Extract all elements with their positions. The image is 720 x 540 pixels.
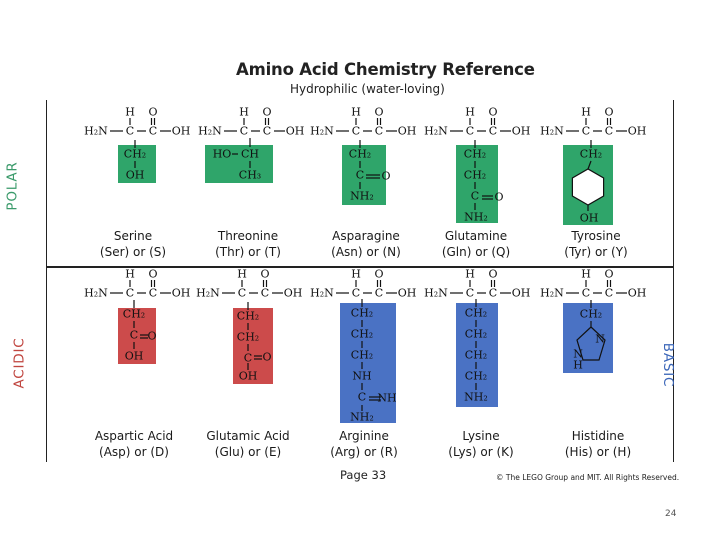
- side-chain-atom: NH: [352, 369, 372, 383]
- hydroxyl-label: OH: [171, 124, 191, 138]
- hydrogen-label: H: [581, 105, 591, 119]
- oxygen-label: O: [148, 267, 158, 281]
- oxygen-label: O: [374, 267, 384, 281]
- carbonyl-carbon-label: C: [604, 124, 614, 138]
- carbonyl-carbon-label: C: [488, 124, 498, 138]
- side-chain-atom: CH₂: [463, 147, 487, 161]
- side-chain-box-arginine: [340, 303, 396, 423]
- aa-label-aspartic-acid: [69, 428, 199, 460]
- carbonyl-carbon-label: C: [260, 286, 270, 300]
- alpha-carbon-label: C: [125, 286, 135, 300]
- aa-label-serine: [68, 228, 198, 260]
- oxygen-label: O: [148, 105, 158, 119]
- hydrogen-label: H: [239, 105, 249, 119]
- hydrogen-label: H: [237, 267, 247, 281]
- side-chain-atom: CH₂: [123, 147, 147, 161]
- amine-group-label: H₂N: [196, 286, 220, 300]
- hydrogen-label: H: [125, 267, 135, 281]
- carbonyl-carbon-label: C: [488, 286, 498, 300]
- aa-label-glutamine: [411, 228, 541, 260]
- side-chain-atom: O: [147, 329, 157, 343]
- side-chain-atom: O: [494, 190, 504, 204]
- side-chain-atom: CH₂: [464, 327, 488, 341]
- hydrogen-label: H: [465, 105, 475, 119]
- hydroxyl-label: OH: [627, 286, 647, 300]
- aa-name: Lysine: [462, 429, 500, 443]
- acidic-label: ACIDIC: [11, 337, 28, 389]
- side-chain-atom: CH₂: [122, 307, 146, 321]
- aa-name: Threonine: [217, 229, 279, 243]
- hydroxyl-label: OH: [285, 124, 305, 138]
- aa-name: Glutamine: [444, 229, 508, 243]
- side-chain-atom: CH₂: [464, 348, 488, 362]
- side-chain-atom: CH₂: [463, 168, 487, 182]
- side-chain-atom: CH₂: [350, 306, 374, 320]
- oxygen-label: O: [488, 105, 498, 119]
- aa-label-lysine: [416, 428, 546, 460]
- side-chain-atom: CH₂: [350, 327, 374, 341]
- side-chain-atom: O: [262, 350, 272, 364]
- oxygen-label: O: [604, 105, 614, 119]
- side-chain-atom: OH: [125, 168, 145, 182]
- hydroxyl-label: OH: [511, 124, 531, 138]
- side-chain-atom: NH₂: [464, 390, 488, 404]
- amine-group-label: H₂N: [198, 124, 222, 138]
- copyright-notice: © The LEGO Group and MIT. All Rights Reserved.: [496, 473, 680, 482]
- aa-name: Tyrosine: [571, 229, 621, 243]
- side-chain-atom: CH₂: [464, 306, 488, 320]
- side-chain-atom: NH: [377, 391, 397, 405]
- hydrogen-label: H: [581, 267, 591, 281]
- aa-abbr: (Thr) or (T): [215, 245, 281, 259]
- aa-label-glutamic-acid: [183, 428, 313, 460]
- aa-abbr: (Glu) or (E): [214, 445, 282, 459]
- aa-name: Arginine: [339, 429, 389, 443]
- aa-abbr: (Asp) or (D): [99, 445, 169, 459]
- carbonyl-carbon-label: C: [148, 124, 158, 138]
- aa-name: Histidine: [571, 429, 625, 443]
- oxygen-label: O: [262, 105, 272, 119]
- alpha-carbon-label: C: [465, 286, 475, 300]
- side-chain-atom: CH₂: [236, 309, 260, 323]
- alpha-carbon-label: C: [465, 124, 475, 138]
- amine-group-label: H₂N: [540, 124, 564, 138]
- slide-number: 24: [665, 509, 677, 519]
- side-chain-atom: H: [573, 358, 583, 372]
- hydroxyl-label: OH: [283, 286, 303, 300]
- side-chain-atom: CH₂: [579, 307, 603, 321]
- aa-label-histidine: [533, 428, 663, 460]
- side-chain-atom: N: [573, 347, 583, 361]
- amino-acid-structures: [84, 106, 646, 424]
- amine-group-label: H₂N: [84, 286, 108, 300]
- aa-name: Glutamic Acid: [206, 429, 290, 443]
- page-subtitle: Hydrophilic (water-loving): [290, 82, 445, 96]
- side-chain-atom: OH: [579, 211, 599, 225]
- side-chain-atom: CH₂: [579, 147, 603, 161]
- side-chain-atom: CH₃: [238, 168, 262, 182]
- amine-group-label: H₂N: [84, 124, 108, 138]
- carbonyl-carbon-label: C: [604, 286, 614, 300]
- aa-abbr: (Gln) or (Q): [441, 245, 511, 259]
- page-number-label: Page 33: [340, 468, 387, 482]
- alpha-carbon-label: C: [239, 124, 249, 138]
- carbonyl-carbon-label: C: [374, 286, 384, 300]
- side-chain-atom: O: [381, 169, 391, 183]
- page-title: Amino Acid Chemistry Reference: [236, 60, 535, 79]
- polar-label: POLAR: [4, 161, 21, 211]
- aa-name: Aspartic Acid: [94, 429, 174, 443]
- oxygen-label: O: [260, 267, 270, 281]
- aa-name: Asparagine: [332, 229, 400, 243]
- aa-abbr: (His) or (H): [564, 445, 632, 459]
- aa-abbr: (Arg) or (R): [330, 445, 398, 459]
- side-chain-atom: NH₂: [350, 189, 374, 203]
- hydroxyl-label: OH: [627, 124, 647, 138]
- oxygen-label: O: [604, 267, 614, 281]
- aa-label-arginine: [299, 428, 429, 460]
- hydrogen-label: H: [125, 105, 135, 119]
- carbonyl-carbon-label: C: [262, 124, 272, 138]
- side-chain-atom: NH₂: [350, 410, 374, 424]
- aa-label-tyrosine: [531, 228, 661, 260]
- side-chain-atom: OH: [124, 349, 144, 363]
- side-chain-atom: C: [243, 351, 253, 365]
- amine-group-label: H₂N: [540, 286, 564, 300]
- alpha-carbon-label: C: [351, 286, 361, 300]
- carbonyl-carbon-label: C: [148, 286, 158, 300]
- hydrogen-label: H: [351, 105, 361, 119]
- carbonyl-carbon-label: C: [374, 124, 384, 138]
- side-chain-atom: CH₂: [464, 369, 488, 383]
- alpha-carbon-label: C: [125, 124, 135, 138]
- side-chain-atom: CH: [240, 147, 260, 161]
- oxygen-label: O: [488, 267, 498, 281]
- side-chain-atom: C: [470, 189, 480, 203]
- aa-abbr: (Asn) or (N): [331, 245, 401, 259]
- aa-name: Serine: [113, 229, 153, 243]
- aa-label-threonine: [183, 228, 313, 260]
- side-chain-atom: CH₂: [236, 330, 260, 344]
- amine-group-label: H₂N: [310, 124, 334, 138]
- basic-label: BASIC: [660, 342, 677, 388]
- oxygen-label: O: [374, 105, 384, 119]
- amine-group-label: H₂N: [424, 286, 448, 300]
- side-chain-atom: C: [129, 328, 139, 342]
- aa-abbr: (Tyr) or (Y): [564, 245, 628, 259]
- alpha-carbon-label: C: [581, 286, 591, 300]
- aa-abbr: (Ser) or (S): [99, 245, 167, 259]
- amine-group-label: H₂N: [424, 124, 448, 138]
- side-chain-atom: C: [355, 168, 365, 182]
- hydroxyl-label: OH: [397, 286, 417, 300]
- hydroxyl-label: OH: [397, 124, 417, 138]
- side-chain-atom: NH₂: [464, 210, 488, 224]
- side-chain-atom: C: [357, 390, 367, 404]
- alpha-carbon-label: C: [581, 124, 591, 138]
- side-chain-atom: CH₂: [348, 147, 372, 161]
- side-chain-atom: HO: [212, 147, 232, 161]
- side-chain-atom: N: [595, 332, 605, 346]
- alpha-carbon-label: C: [237, 286, 247, 300]
- aa-abbr: (Lys) or (K): [448, 445, 514, 459]
- hydroxyl-label: OH: [171, 286, 191, 300]
- side-chain-atom: CH₂: [350, 348, 374, 362]
- side-chain-atom: OH: [238, 369, 258, 383]
- hydrogen-label: H: [465, 267, 475, 281]
- amine-group-label: H₂N: [310, 286, 334, 300]
- alpha-carbon-label: C: [351, 124, 361, 138]
- hydrogen-label: H: [351, 267, 361, 281]
- hydroxyl-label: OH: [511, 286, 531, 300]
